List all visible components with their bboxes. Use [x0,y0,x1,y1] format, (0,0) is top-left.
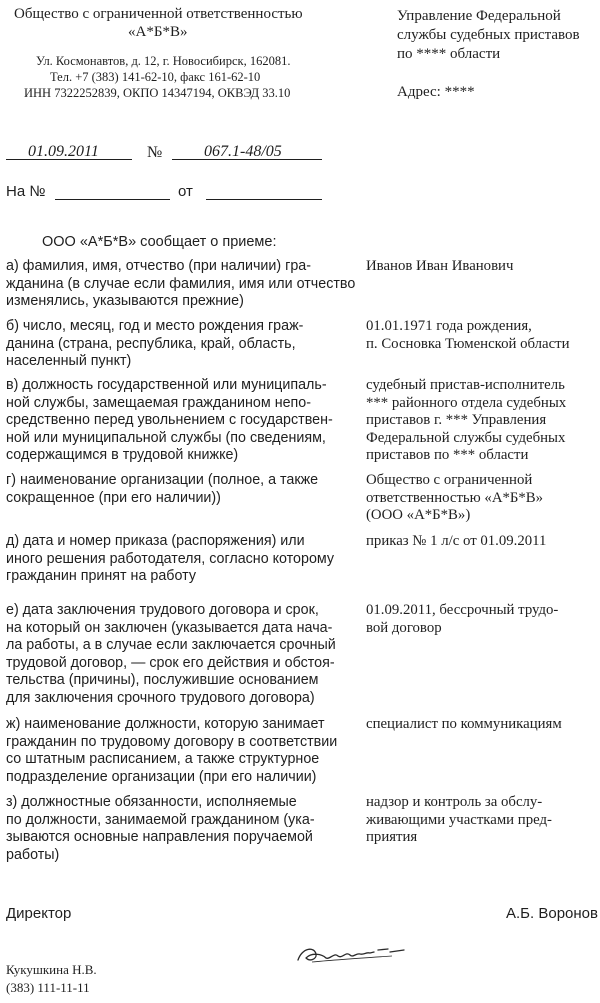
item-e-value: 01.09.2011, бессрочный трудо- вой договор [366,602,559,636]
recipient-address: Адрес: **** [397,84,475,100]
item-v-label: в) должность государственной или муниципаль- ной службы, замещаемая гражданином непо- средственно перед увольнением с государствен- ной или муниципальной службы (по сведениям, содержащимся в трудовой книжке) [6,377,333,464]
recipient-line1: Управление Федеральной [397,8,561,24]
signer-name: А.Б. Воронов [506,905,598,922]
recipient-line2: службы судебных приставов [397,27,580,43]
item-z-value: надзор и контроль за обслу- живающими участками пред- приятия [366,794,552,846]
item-zh-value: специалист по коммуникациям [366,716,562,732]
item-a-label: а) фамилия, имя, отчество (при наличии) гра- жданина (в случае если фамилия, имя или отчество изменялись, указываются прежние) [6,258,356,310]
outgoing-date: 01.09.2011 [28,143,99,160]
sender-address: Ул. Космонавтов, д. 12, г. Новосибирск, 162081. [36,54,291,68]
number-label: № [147,144,163,161]
incoming-label: На № [6,183,46,200]
item-b-value: 01.01.1971 года рождения, п. Сосновка Тюменской области [366,318,570,352]
handwritten-signature [292,940,410,968]
item-z-label: з) должностные обязанности, исполняемые по должности, занимаемой гражданином (ука- зываются основные направления поручаемой работы) [6,794,315,863]
outgoing-number: 067.1-48/05 [204,143,282,160]
item-d-label: д) дата и номер приказа (распоряжения) или иного решения работодателя, согласно которому гражданин принят на работу [6,533,335,585]
item-g-label: г) наименование организации (полное, а также сокращенное (при его наличии)) [6,472,319,506]
recipient-line3: по **** области [397,46,501,62]
item-v-value: судебный пристав-исполнитель *** районного отдела судебных приставов г. *** Управления Федеральной службы судебных приставов по *** области [366,377,567,464]
sender-name-line2: «А*Б*В» [128,24,188,40]
sender-phones: Тел. +7 (383) 141-62-10, факс 161-62-10 [50,70,261,84]
sender-codes: ИНН 7322252839, ОКПО 14347194, ОКВЭД 33.10 [24,86,291,100]
incoming-number-underline [55,199,170,200]
intro-text: ООО «А*Б*В» сообщает о приеме: [42,234,277,250]
signer-title: Директор [6,905,72,922]
executor-phone: (383) 111-11-11 [6,980,90,995]
item-e-label: е) дата заключения трудового договора и срок, на который он заключен (указывается дата нача- ла работы, а в случае если заключается срочный трудовой договор, — срок его действия и обстоя- тельства (причины), послужившие основанием для заключения срочного трудового договора) [6,602,336,706]
item-zh-label: ж) наименование должности, которую занимает гражданин по трудовому договору в соответствии со штатным расписанием, а также структурное подразделение организации (при его наличии) [6,716,338,785]
item-g-value: Общество с ограниченной ответственностью «А*Б*В» (ООО «А*Б*В») [366,472,544,524]
executor-name: Кукушкина Н.В. [6,962,97,977]
sender-name-line1: Общество с ограниченной ответственностью [14,6,303,22]
item-d-value: приказ № 1 л/с от 01.09.2011 [366,533,547,549]
item-b-label: б) число, месяц, год и место рождения граж- данина (страна, республика, край, область, населенный пункт) [6,318,304,370]
incoming-date-underline [206,199,322,200]
incoming-from-label: от [178,183,193,200]
item-a-value: Иванов Иван Иванович [366,258,514,274]
